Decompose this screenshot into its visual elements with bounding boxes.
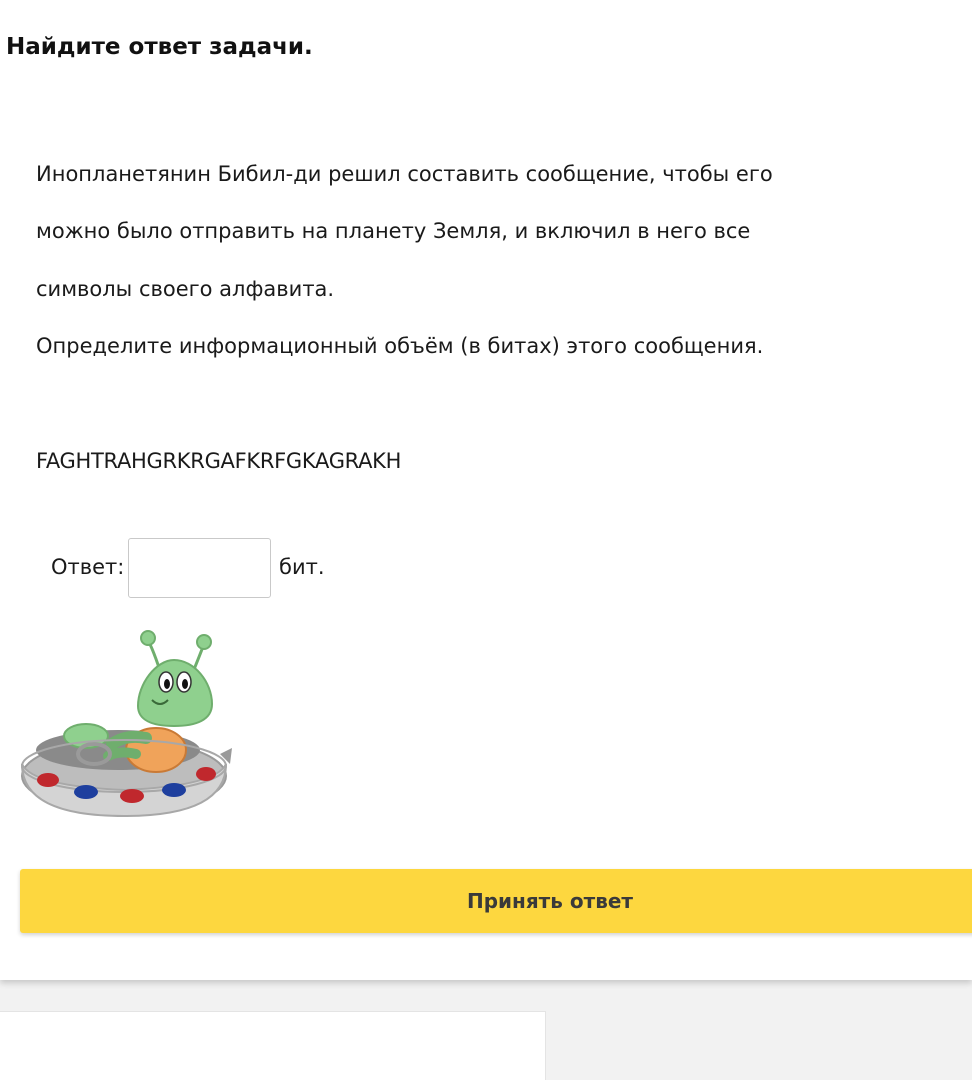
submit-answer-button[interactable] — [20, 869, 972, 933]
answer-label: Ответ: — [51, 555, 125, 579]
task-text-line: Инопланетянин Бибил-ди решил составить сообщение, чтобы его — [36, 162, 773, 186]
task-title: Найдите ответ задачи. — [6, 34, 313, 60]
alien-ufo-icon — [16, 626, 238, 820]
encoded-message: FAGHTRAHGRKRGAFKRFGKAGRAKH — [36, 449, 402, 473]
task-text-line: можно было отправить на планету Земля, и включил в него все — [36, 219, 751, 243]
task-text-line: символы своего алфавита. — [36, 277, 335, 301]
submit-answer-label: Принять ответ — [466, 889, 634, 913]
task-text-line: Определите информационный объём (в битах) этого сообщения. — [36, 334, 764, 358]
answer-unit: бит. — [279, 555, 325, 579]
bottom-panel — [0, 1011, 546, 1080]
answer-input[interactable] — [128, 538, 271, 598]
